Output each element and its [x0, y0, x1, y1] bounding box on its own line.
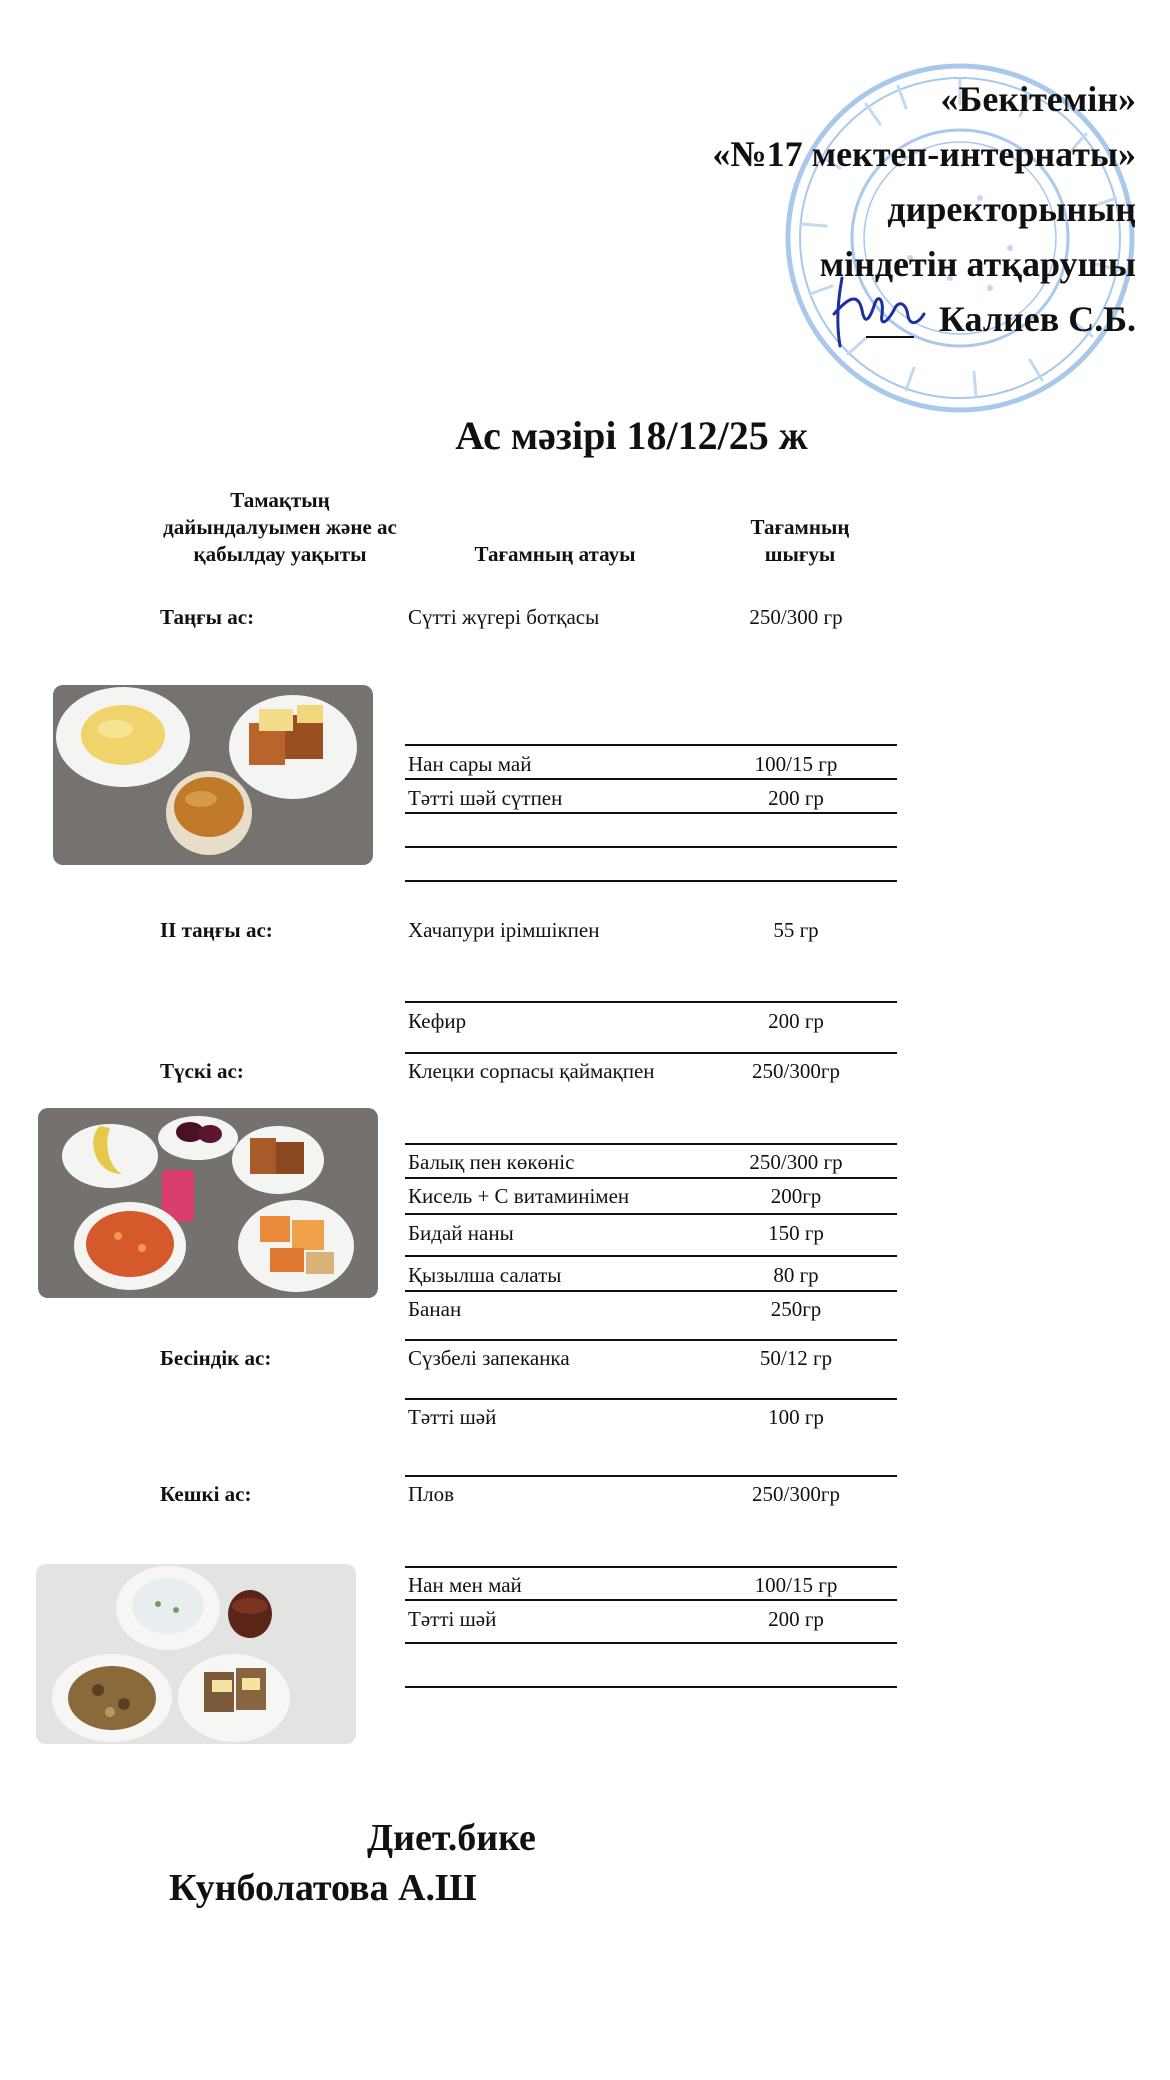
row-divider [405, 1290, 897, 1292]
dish-amount: 100 гр [768, 1405, 824, 1429]
row-divider [405, 846, 897, 848]
meal-label-breakfast: Таңғы ас: [160, 605, 255, 629]
approval-line-3: директорының [887, 189, 1136, 229]
dish-name: Сүзбелі запеканка [408, 1346, 570, 1370]
dish-amount: 250/300гр [752, 1482, 840, 1506]
dish-amount: 200гр [770, 1184, 822, 1208]
dinner-photo [36, 1564, 356, 1744]
dish-amount: 200 гр [768, 1607, 824, 1631]
dish-amount: 250гр [770, 1297, 822, 1321]
dish-amount: 150 гр [768, 1221, 824, 1245]
dish-amount: 250/300 гр [749, 1150, 843, 1174]
dish-amount: 55 гр [773, 918, 819, 942]
row-divider [405, 744, 897, 746]
row-divider [405, 1143, 897, 1145]
header-meal-time: Тамақтың дайындалуымен және ас қабылдау уақыты [163, 488, 397, 566]
dietitian-role: Диет.бике [367, 1817, 536, 1859]
dish-name: Хачапури ірімшікпен [408, 918, 600, 942]
row-divider [405, 1475, 897, 1477]
row-divider [405, 880, 897, 882]
dish-name: Плов [408, 1482, 455, 1506]
breakfast-photo [53, 685, 373, 865]
approval-line-1: «Бекітемін» [940, 79, 1136, 119]
meal-label-snack: Бесіндік ас: [160, 1346, 272, 1370]
dish-amount: 100/15 гр [754, 752, 838, 776]
row-divider [405, 1642, 897, 1644]
row-divider [405, 1255, 897, 1257]
dish-amount: 250/300 гр [749, 605, 843, 629]
header-dish-amount: Тағамның шығуы [750, 515, 850, 566]
dish-name: Тәтті шәй [408, 1607, 497, 1631]
dish-name: Нан мен май [408, 1573, 522, 1597]
row-divider [405, 1052, 897, 1054]
dish-name: Нан сары май [408, 752, 532, 776]
row-divider [405, 1177, 897, 1179]
dish-name: Тәтті шәй сүтпен [408, 786, 563, 810]
dish-name: Балық пен көкөніс [408, 1150, 575, 1174]
dish-name: Тәтті шәй [408, 1405, 497, 1429]
row-divider [405, 778, 897, 780]
dish-name: Кисель + С витаминімен [408, 1184, 630, 1208]
approval-line-2: «№17 мектеп-интернаты» [712, 134, 1136, 174]
dish-name: Кефир [408, 1009, 467, 1033]
row-divider [405, 1339, 897, 1341]
dish-name: Клецки сорпасы қаймақпен [408, 1059, 655, 1083]
dish-amount: 250/300гр [752, 1059, 840, 1083]
dish-name: Бидай наны [408, 1221, 514, 1245]
dish-amount: 80 гр [773, 1263, 819, 1287]
lunch-photo [38, 1108, 378, 1298]
header-dish-name: Тағамның атауы [474, 542, 636, 566]
row-divider [405, 812, 897, 814]
meal-label-second-breakfast: ІІ таңғы ас: [160, 918, 273, 942]
page-title: Ас мәзірі 18/12/25 ж [455, 413, 808, 458]
dietitian-name: Кунболатова А.Ш [169, 1867, 477, 1909]
signature-line [866, 336, 914, 338]
dish-amount: 200 гр [768, 786, 824, 810]
dish-name: Сүтті жүгері ботқасы [408, 605, 600, 629]
row-divider [405, 1213, 897, 1215]
row-divider [405, 1566, 897, 1568]
dish-name: Қызылша салаты [408, 1263, 562, 1287]
director-signature [828, 270, 928, 350]
meal-label-lunch: Түскі ас: [160, 1059, 244, 1083]
row-divider [405, 1686, 897, 1688]
approval-line-5: Калиев С.Б. [938, 299, 1136, 339]
row-divider [405, 1599, 897, 1601]
meal-label-dinner: Кешкі ас: [160, 1482, 252, 1506]
dish-name: Банан [408, 1297, 462, 1321]
row-divider [405, 1001, 897, 1003]
approval-line-4: міндетін атқарушы [819, 244, 1136, 284]
dish-amount: 100/15 гр [754, 1573, 838, 1597]
dish-amount: 50/12 гр [759, 1346, 833, 1370]
dish-amount: 200 гр [768, 1009, 824, 1033]
row-divider [405, 1398, 897, 1400]
